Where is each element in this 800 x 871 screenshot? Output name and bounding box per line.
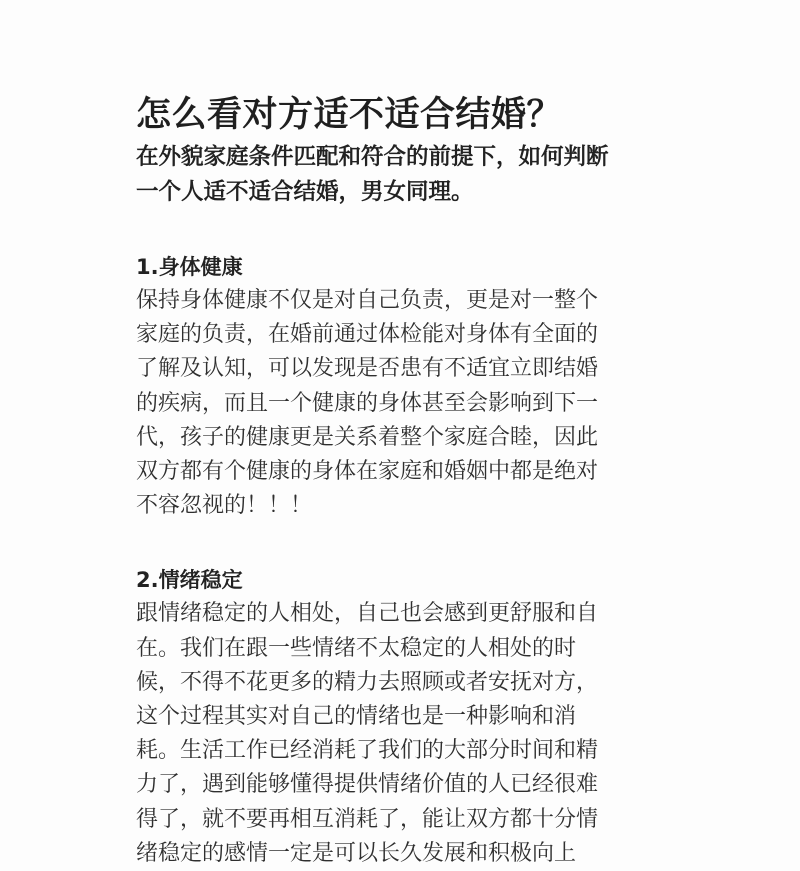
body-line: 耗。生活工作已经消耗了我们的大部分时间和精 (136, 738, 599, 764)
article-title: 怎么看对方适不适合结婚？ (136, 95, 563, 135)
subtitle-line: 一个人适不适合结婚，男女同理。 (136, 179, 474, 205)
subtitle-line: 在外貌家庭条件匹配和符合的前提下，如何判断 (136, 144, 609, 170)
article-subtitle (136, 140, 676, 210)
body-line: 候，不得不花更多的精力去照顾或者安抚对方， (136, 669, 599, 695)
body-line: 这个过程其实对自己的情绪也是一种影响和消 (136, 704, 577, 730)
section-emotional-stability (136, 563, 676, 871)
article-content (136, 90, 676, 871)
body-line: 得了，就不要再相互消耗了，能让双方都十分情 (136, 806, 599, 832)
section-body (136, 597, 676, 871)
body-line: 双方都有个健康的身体在家庭和婚姻中都是绝对 (136, 459, 599, 485)
section-body (136, 284, 676, 523)
section-health (136, 250, 676, 523)
body-line: 代，孩子的健康更是关系着整个家庭合睦，因此 (136, 424, 599, 450)
body-line: 跟情绪稳定的人相处，自己也会感到更舒服和自 (136, 601, 599, 627)
section-heading: 1.身体健康 (136, 255, 243, 279)
body-line: 的疾病，而且一个健康的身体甚至会影响到下一 (136, 390, 599, 416)
body-line: 保持身体健康不仅是对自己负责，更是对一整个 (136, 288, 599, 313)
section-heading: 2.情绪稳定 (136, 568, 243, 593)
body-line: 家庭的负责，在婚前通过体检能对身体有全面的 (136, 322, 599, 348)
body-line: 绪稳定的感情一定是可以长久发展和积极向上 (136, 840, 577, 866)
body-line: 不容忽视的！！！ (136, 493, 313, 519)
body-line: 了解及认知，可以发现是否患有不适宜立即结婚 (136, 356, 599, 382)
body-line: 力了，遇到能够懂得提供情绪价值的人已经很难 (136, 772, 599, 798)
body-line: 在。我们在跟一些情绪不太稳定的人相处的时 (136, 635, 577, 661)
